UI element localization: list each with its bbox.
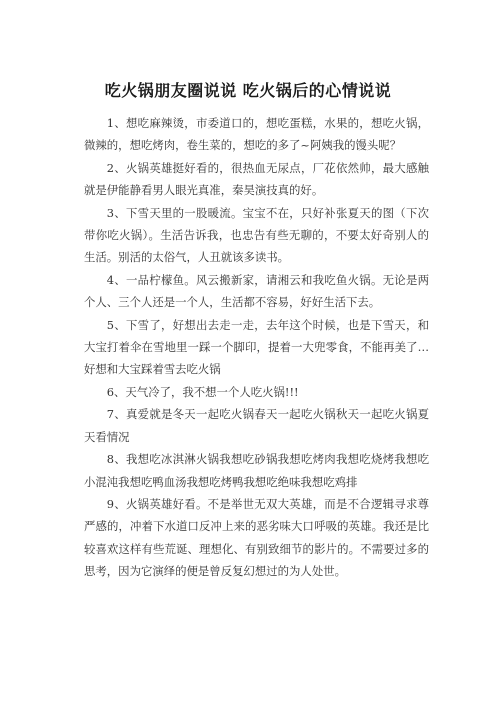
paragraph-6: 6、天气冷了，我不想一个人吃火锅!!! [106,384,299,399]
paragraph-7: 7、真爱就是冬天一起吃火锅春天一起吃火锅秋天一起吃火锅夏天看情况 [84,407,429,444]
paragraph-2: 2、火锅英雄挺好看的，很热血无尿点，厂花依然帅，最大感触就是伊能静看男人眼光真准，秦昊演技真的好。 [84,160,429,198]
paragraph-5: 5、下雪了，好想出去走一走，去年这个时候，也是下雪天，和大宝打着伞在雪地里一踩一个脚印，提着一大兜零食，不能再美了…好想和大宝踩着雪去吃火锅 [84,317,429,377]
paragraph-4: 4、一品柠檬鱼。风云搬新家，请湘云和我吃鱼火锅。无论是两个人、三个人还是一个人，生活都不容易，好好生活下去。 [84,272,429,310]
paragraph-3: 3、下雪天里的一股暖流。宝宝不在，只好补张夏天的图（下次带你吃火锅）。生活告诉我，也忠告有些无聊的，不要太好奇别人的生活。别活的太俗气，人丑就该多读书。 [84,205,429,265]
document-body [84,112,429,583]
paragraph-9: 9、火锅英雄好看。不是举世无双大英雄，而是不合逻辑寻求尊严感的，冲着下水道口反冲上来的恶劣味大口呼吸的英雄。我还是比较喜欢这样有些荒诞、理想化、有别致细节的影片的。不需要过多的思考，因为它演绎的便是曾反复幻想过的为人处世。 [84,496,429,579]
document-title: 吃火锅朋友圈说说 吃火锅后的心情说说 [104,81,392,100]
paragraph-1: 1、想吃麻辣烫，市委道口的，想吃蛋糕，水果的，想吃火锅，微辣的，想吃烤肉，卷生菜的，想吃的多了~阿姨我的馒头呢？ [84,116,429,153]
paragraph-8: 8、我想吃冰淇淋火锅我想吃砂锅我想吃烤肉我想吃烧烤我想吃小混沌我想吃鸭血汤我想吃烤鸭我想吃绝味我想吃鸡排 [84,452,429,489]
